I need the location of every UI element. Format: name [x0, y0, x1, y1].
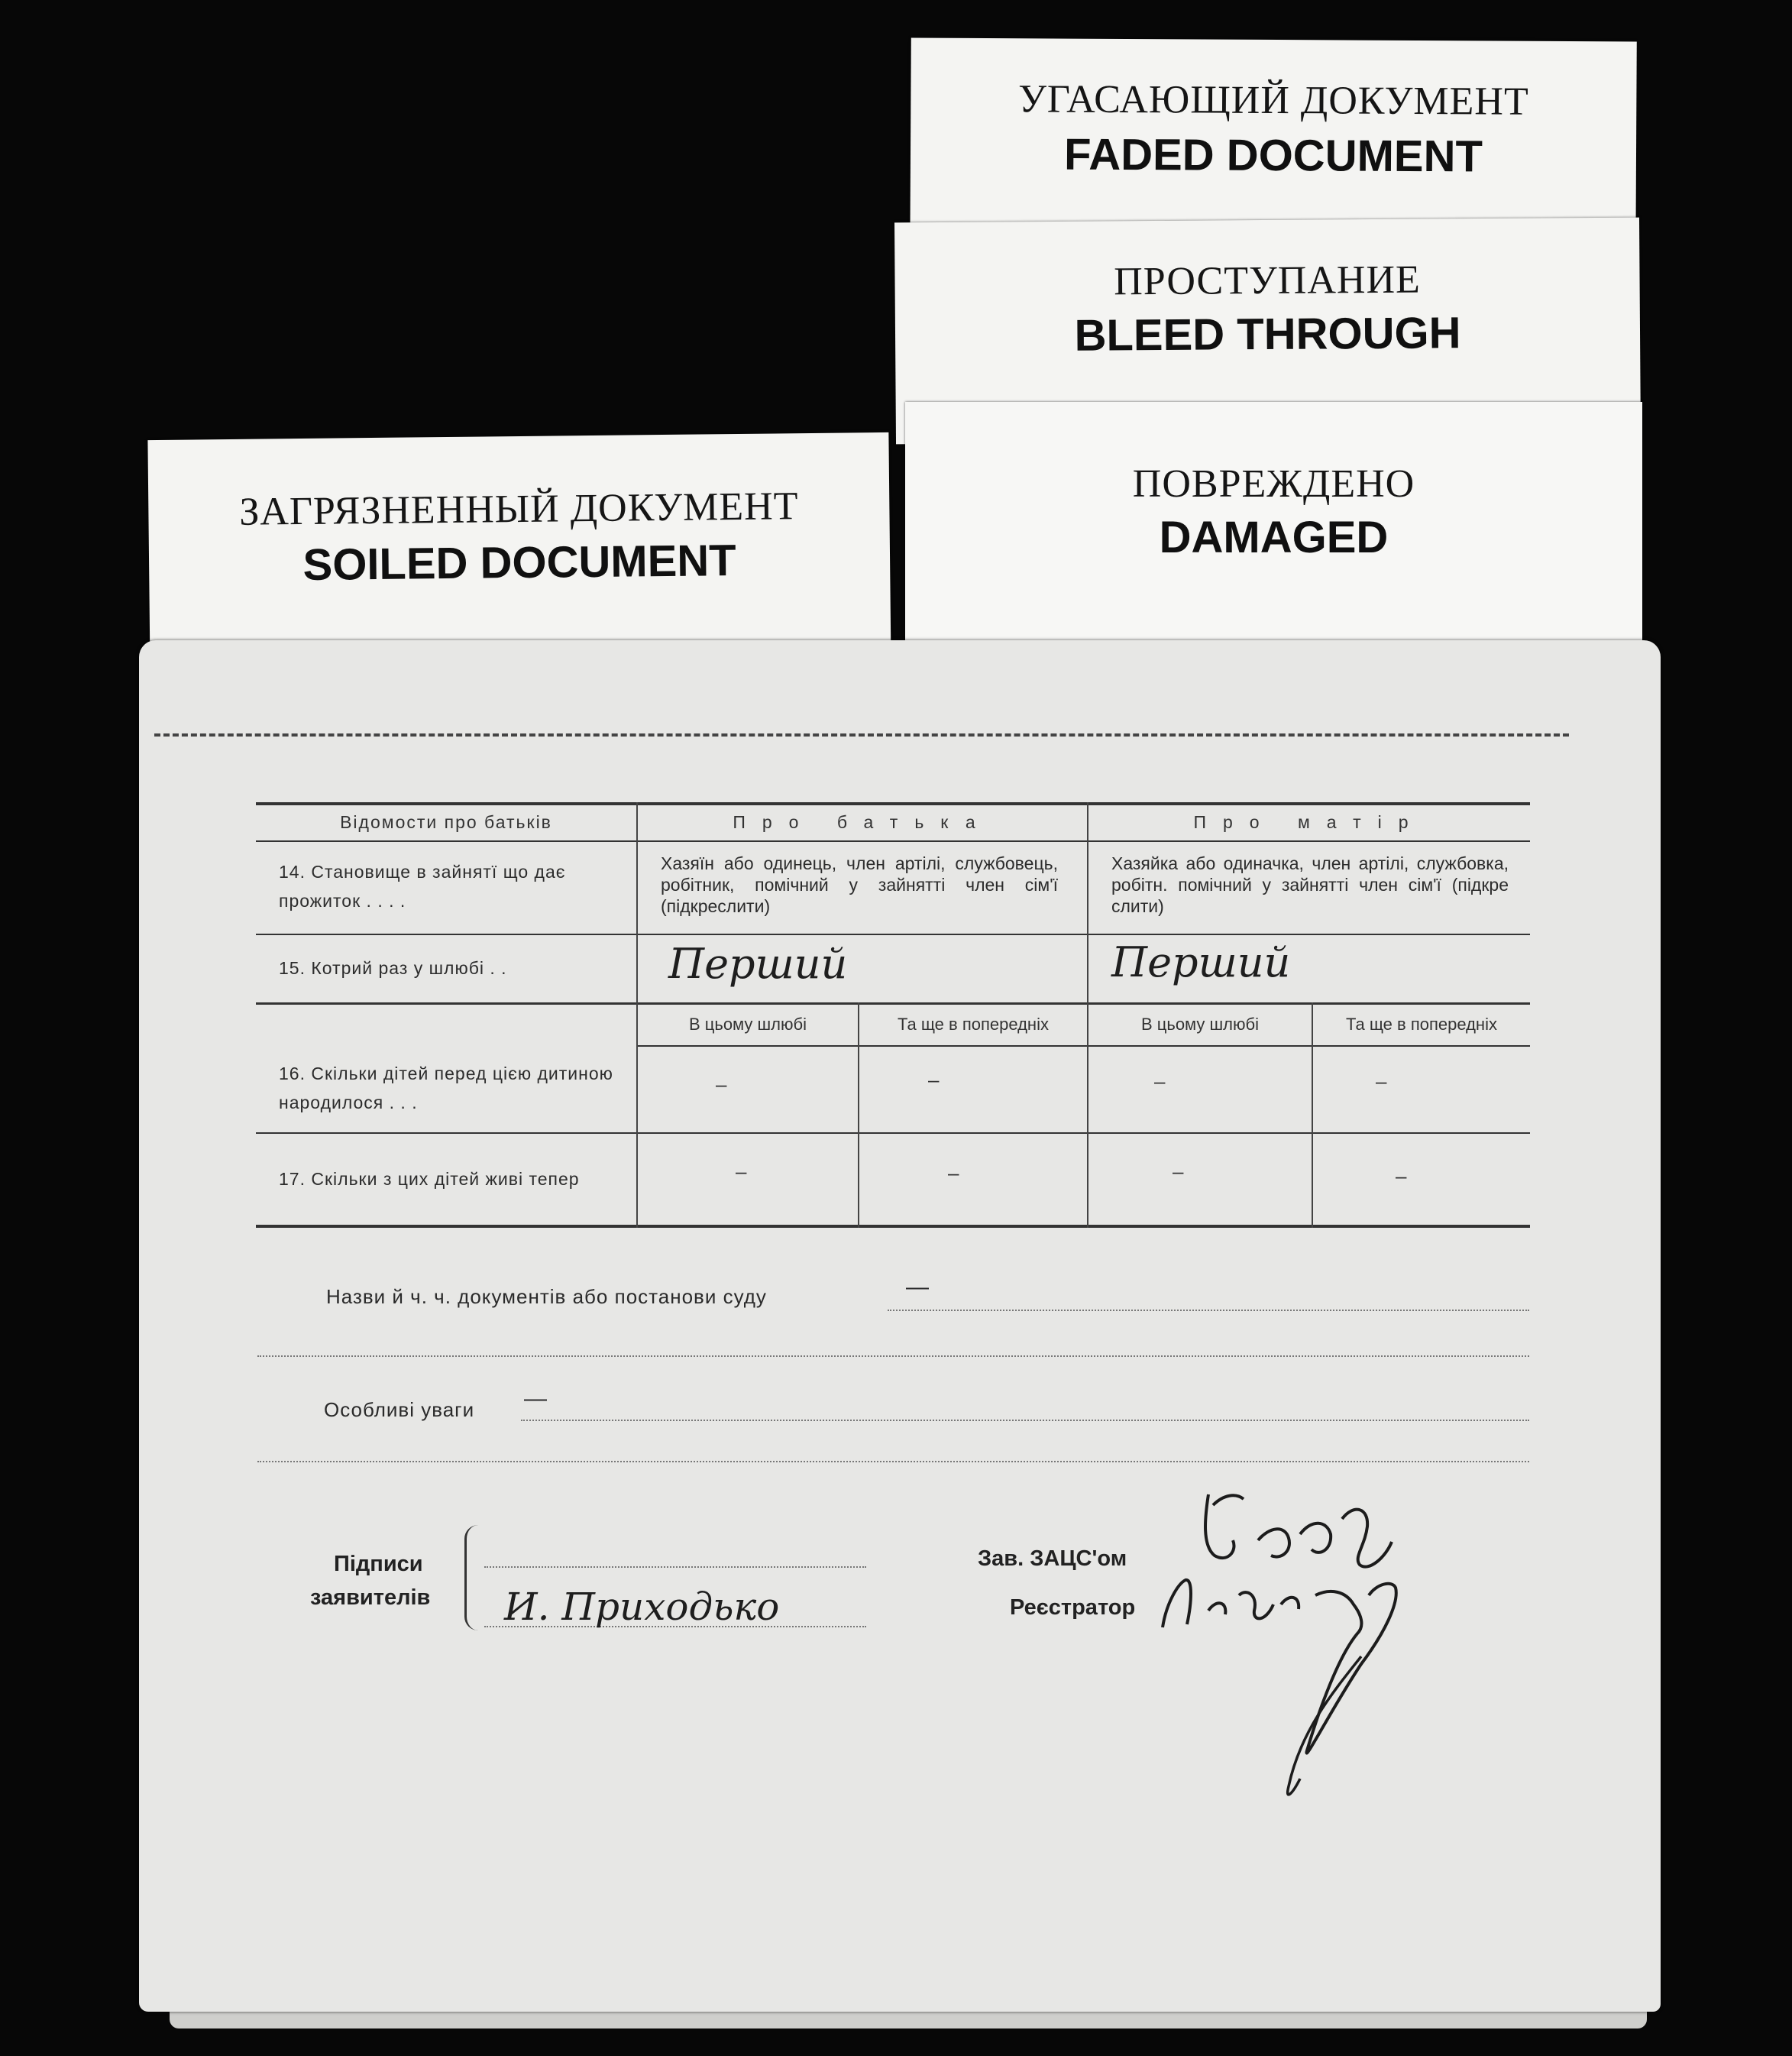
damaged-label-en: DAMAGED	[1159, 513, 1389, 562]
bleed-label-ru: ПРОСТУПАНИЕ	[1114, 257, 1422, 304]
damaged-label-ru: ПОВРЕЖДЕНО	[1132, 462, 1415, 506]
soiled-label-en: SOILED DOCUMENT	[302, 536, 736, 590]
children-born-this-mother: –	[1154, 1070, 1166, 1093]
question-14: 14. Становище в зайнятї що дає прожиток . . . .	[279, 862, 566, 911]
sub-previous-mother: Та ще в попередніх	[1346, 1015, 1497, 1034]
head-zags-label: Зав. ЗАЦС'ом	[978, 1546, 1127, 1571]
remarks-value: —	[524, 1386, 548, 1411]
applicant-signature: И. Приходько	[504, 1585, 780, 1629]
question-16: 16. Скільки дітей перед цією дитиною народилося . . .	[279, 1064, 613, 1112]
documents-value: —	[906, 1274, 930, 1300]
remarks-label: Особливі уваги	[324, 1398, 475, 1421]
faded-label-en: FADED DOCUMENT	[1063, 129, 1483, 182]
children-born-prev-father: –	[928, 1068, 940, 1091]
header-mother: Про матір	[1193, 812, 1425, 832]
registrar-label: Реєстратор	[1010, 1595, 1136, 1620]
father-marriage-count: Перший	[668, 940, 848, 988]
children-born-this-father: –	[716, 1073, 727, 1096]
children-alive-prev-father: –	[948, 1161, 959, 1184]
bleed-label-en: BLEED THROUGH	[1074, 308, 1461, 361]
children-alive-prev-mother: –	[1396, 1164, 1407, 1187]
question-15: 15. Котрий раз у шлюбі . .	[279, 958, 507, 978]
damaged-label	[905, 402, 1642, 654]
mother-occupation-options: Хазяйка або одиначка, член артілі, службовка, робітн. помічний у зайнятті член сім'ї (підкре слити)	[1111, 853, 1509, 916]
sub-this-marriage-mother: В цьому шлюбі	[1140, 1015, 1260, 1034]
applicants-signature-label-2: заявителів	[310, 1585, 431, 1610]
mother-marriage-count: Перший	[1111, 938, 1291, 986]
header-parents-info: Відомости про батьків	[340, 812, 552, 832]
children-alive-this-father: –	[736, 1160, 747, 1183]
children-alive-this-mother: –	[1173, 1160, 1184, 1183]
registry-form-page	[139, 640, 1661, 2012]
sub-previous-father: Та ще в попередніх	[898, 1015, 1049, 1034]
official-signatures-graphic	[139, 640, 1661, 2012]
faded-label-ru: УГАСАЮЩИЙ ДОКУМЕНТ	[1017, 77, 1529, 124]
applicants-signature-label: Підписи	[334, 1552, 423, 1576]
soiled-label-ru: ЗАГРЯЗНЕННЫЙ ДОКУМЕНТ	[239, 484, 799, 534]
children-born-prev-mother: –	[1376, 1070, 1387, 1093]
question-17: 17. Скільки з цих дітей живі тепер	[279, 1169, 580, 1189]
header-father: Про батька	[733, 812, 992, 832]
sub-this-marriage-father: В цьому шлюбі	[688, 1015, 807, 1034]
father-occupation-options: Хазяїн або одинець, член артілі, службовець, робітник, помічний у зайнятті член сім'ї (підкреслити)	[661, 853, 1058, 916]
documents-label: Назви й ч. ч. документів або постанови суду	[326, 1285, 767, 1308]
